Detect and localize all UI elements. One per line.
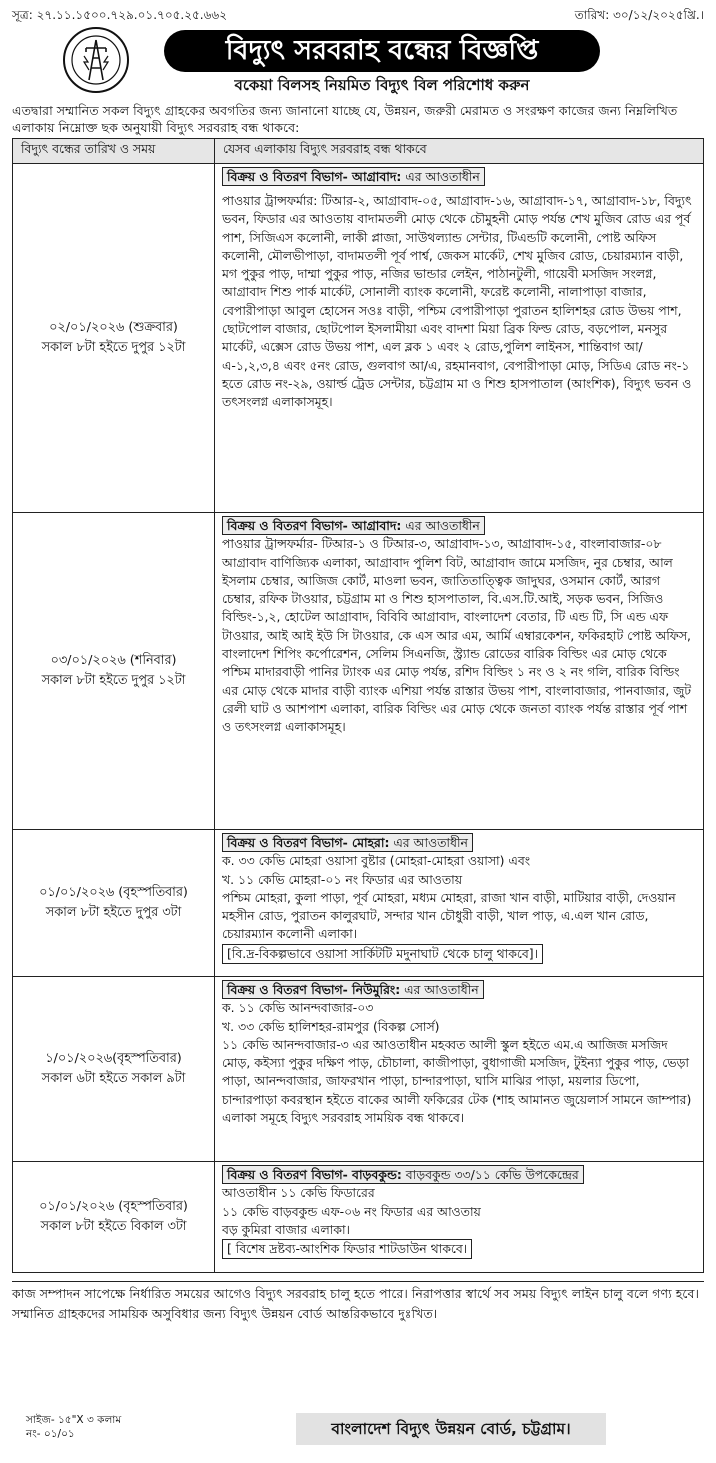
special-note: [ বিশেষ দ্রষ্টব্য-আংশিক ফিডার শাটডাউন থাকবে। — [222, 1239, 472, 1259]
area-list: ১১ কেভি আনন্দবাজার-৩ এর আওতাধীন মহব্বত আলী স্কুল হইতে এম.এ আজিজ মসজিদ মোড়, কইস্যা পুকুর দক্ষিণ পাড়, চৌচালা, কাজীপাড়া, বুধাগাজী মসজিদ, টুইন্যা পুকুর পাড়, ভেড়া পাড়া, আনন্দবাজার, জাফরখান পাড়া, চান্দারপাড়া, ঘাসি মাঝির পাড়া, ময়লার ডিপো, চান্দারপাড়া কবরস্থান হইতে বাকের আলী ফকিরের টেক (শাহ আমানত জুয়েলার্স সামনে জাম্পার) এলাকা সমূহে বিদ্যুৎ সরবরাহ সাময়িক বন্ধ থাকবে। — [222, 1036, 692, 1126]
bpdb-logo-icon — [62, 26, 130, 94]
ad-size: সাইজ- ১৫"X ৩ কলাম — [26, 1414, 122, 1426]
column-header-date: বিদ্যুৎ বন্ধের তারিখ ও সময় — [13, 139, 215, 164]
division-suffix: এর আওতাধীন — [400, 982, 479, 997]
outage-area-cell — [215, 1162, 704, 1273]
outage-time: সকাল ৮টা হইতে দুপুর ১২টা — [41, 340, 186, 355]
division-heading — [222, 516, 485, 535]
division-name: বিক্রয় ও বিতরণ বিভাগ- আগ্রাবাদ: — [227, 518, 402, 533]
outage-date-cell — [13, 513, 215, 830]
outage-date-cell — [13, 977, 215, 1162]
area-list: পশ্চিম মোহরা, কুলা পাড়া, পূর্ব মোহরা, মধ্যম মোহরা, রাজা খান বাড়ী, মাটিয়ার বাড়ী, দেওয়ান মহসীন রোড, পুরাতন কালুরঘাট, সন্দার খান চৌধুরী বাড়ী, খাল পাড়, এ.এল খান রোড, চেয়ারম্যান কলোনী এলাকা। — [222, 889, 676, 942]
area-list: আগ্রাবাদ বাণিজ্যিক এলাকা, আগ্রাবাদ পুলিশ বিট, আগ্রাবাদ জামে মসজিদ, নুর চেম্বার, আল ইসলাম চেম্বার, আজিজ কোর্ট, মাওলা ভবন, জাতিতাত্ত্বিক জাদুঘর, ওসমান কোর্ট, আরগ চেম্বার, রফিক টাওয়ার, চট্টগ্রাম মা ও শিশু হাসপাতাল, বি.এস.টি.আই, সড়ক ভবন, সিজিও বিল্ডিং-১,২, হোটেল আগ্রাবাদ, বিবিবি আগ্রাবাদ, বাংলাদেশ বেতার, টি এন্ড টি, সি এন্ড এফ টাওয়ার, আই আই ইউ সি টাওয়ার, কে এস আর এম, আর্মি এম্বারকেশন, ফকিরহাট পোষ্ট অফিস, বাংলাদেশ শিপিং কর্পোরেশন, সেলিম সিএনজি, স্ট্র্যান্ড রোডের বারিক বিল্ডিং এর মোড় থেকে পশ্চিম মাদারবাড়ী পানির ট্যাংক এর মোড় পর্যন্ত, রশিদ বিল্ডিং ১ নং ও ২ নং গলি, বারিক বিল্ডিং এর মোড় থেকে মাদার বাড়ী ব্যাংক এশিয়া পর্যন্ত রাস্তার উভয় পাশ, বাংলাবাজার, পানবাজার, জুট রেলী ঘাট ও আশপাশ এলাকা, বারিক বিল্ডিং এর মোড় থেকে জনতা ব্যাংক পর্যন্ত রাস্তার পূর্ব পাশ ও তৎসংলগ্ন এলাকাসমূহ। — [222, 554, 692, 735]
table-row — [13, 164, 704, 513]
outage-area-cell — [215, 513, 704, 830]
division-suffix: এর আওতাধীন — [389, 835, 468, 850]
outage-area-cell — [215, 830, 704, 977]
column-header-area: যেসব এলাকায় বিদ্যুৎ সরবরাহ বন্ধ থাকবে — [215, 139, 704, 164]
table-row — [13, 1162, 704, 1273]
outage-date-cell — [13, 1162, 215, 1273]
feeder-line: খ. ১১ কেভি মোহরা-০১ নং ফিডার এর আওতায় — [222, 871, 463, 887]
outage-time: সকাল ৮টা হইতে বিকাল ৩টা — [40, 1219, 187, 1234]
size-info — [26, 1413, 121, 1441]
division-name: বিক্রয় ও বিতরণ বিভাগ- মোহরা: — [227, 835, 390, 850]
area-list: পাওয়ার ট্রান্সফর্মার: টিআর-২, আগ্রাবাদ-০৫, আগ্রাবাদ-১৬, আগ্রাবাদ-১৭, আগ্রাবাদ-১৮, বিদ্যুৎ ভবন, ফিডার এর আওতায় বাদামতলী মোড় থেকে চৌমুহনী মোড় পর্যন্ত শেখ মুজিব রোড এর পূর্ব পাশ, সিজিএস কলোনী, লাকী প্লাজা, সাউথল্যান্ড সেন্টার, টিএন্ডটি কলোনী, পোষ্ট অফিস কলোনী, মৌলভীপাড়া, বাদামতলী পূর্ব পার্শ্ব, জেকস মার্কেট, শেখ মুজিব রোড, চেয়ারম্যান বাড়ী, মগ পুকুর পাড়, দাম্মা পুকুর পাড়, নজির ভান্ডার লেইন, পাঠানটুলী, গায়েবী মসজিদ সংলগ্ন, আগ্রাবাদ শিশু পার্ক মার্কেট, সোনালী ব্যাংক কলোনী, ফরেষ্ট কলোনী, নালাপাড়া বাজার, বেপারীপাড়া আবুল হোসেন সওঃ বাড়ী, পশ্চিম বেপারীপাড়া পুরাতন হালিশহর রোড উভয় পাশ, ছোটপোল বাজার, ছোটপোল ইসলামীয়া এবং বাদশা মিয়া ব্রিক ফিল্ড রোড, বড়পোল, মনসুর মার্কেট, এক্সেস রোড উভয় পাশ, এল ব্লক ১ এবং ২ রোড,পুলিশ লাইনস, শান্তিবাগ আ/এ-১,২,৩,৪ এবং ৫নং রোড, গুলবাগ আ/এ, রহমানবাগ, বেপারীপাড়া মোড়, সিডিএ রোড নং-১ হতে রোড নং-২৯, ওয়ার্ল্ড ট্রেড সেন্টার, চট্টগ্রাম মা ও শিশু হাসপাতাল (আংশিক), বিদ্যুৎ ভবন ও তৎসংলগ্ন এলাকাসমূহ। — [222, 193, 692, 410]
notice-date: তারিখ: ৩০/১২/২০২৫খ্রি.। — [574, 8, 704, 22]
table-row — [13, 513, 704, 830]
division-heading — [222, 833, 473, 852]
reference-line — [12, 6, 704, 24]
notice-bottom — [12, 1413, 704, 1457]
outage-date: ১/০১/২০২৬(বৃহস্পতিবার) — [45, 1051, 182, 1066]
outage-date: ০৩/০১/২০২৬ (শনিবার) — [50, 653, 177, 668]
notice-header — [12, 24, 704, 96]
outage-date: ০১/০১/২০২৬ (বৃহস্পতিবার) — [39, 885, 188, 900]
footer-note: কাজ সম্পাদন সাপেক্ষে নির্ধারিত সময়ের আগেও বিদ্যুৎ সরবরাহ চালু হতে পারে। নিরাপত্তার স্বার্থে সব সময় বিদ্যুৎ লাইন চালু বলে গণ্য হবে। সম্মানিত গ্রাহকদের সাময়িক অসুবিধার জন্য বিদ্যুৎ উন্নয়ন বোর্ড আন্তরিকভাবে দুঃখিত। — [12, 1281, 704, 1324]
outage-date-cell — [13, 164, 215, 513]
division-name: বিক্রয় ও বিতরণ বিভাগ- আগ্রাবাদ: — [227, 169, 402, 184]
table-row — [13, 830, 704, 977]
outage-time: সকাল ৮টা হইতে দুপুর ৩টা — [45, 905, 182, 920]
ad-number: নং- ০১/০১ — [26, 1428, 75, 1440]
division-suffix: এর আওতাধীন — [401, 169, 480, 184]
feeder-line: ১১ কেভি বাড়বকুন্ড এফ-০৬ নং ফিডার এর আওতায় — [222, 1203, 481, 1219]
outage-time: সকাল ৮টা হইতে দুপুর ১২টা — [41, 673, 186, 688]
feeder-line: আওতাধীন ১১ কেভি ফিডারের — [222, 1185, 375, 1201]
special-note: [বি.দ্র-বিকল্পভাবে ওয়াসা সার্কিটটি মদুনাঘাট থেকে চালু থাকবে]। — [222, 944, 543, 964]
feeder-line: ক. ৩৩ কেভি মোহরা ওয়াসা বুষ্টার (মোহরা-মোহরা ওয়াসা) এবং — [222, 853, 531, 869]
area-list: বড় কুমিরা বাজার এলাকা। — [222, 1221, 350, 1237]
division-heading — [222, 980, 484, 999]
table-header-row — [13, 139, 704, 164]
notice-subtitle: বকেয়া বিলসহ নিয়মিত বিদ্যুৎ বিল পরিশোধ করুন — [234, 76, 530, 94]
memo-number: সূত্র: ২৭.১১.১৫০০.৭২৯.০১.৭০৫.২৫.৬৬২ — [12, 8, 228, 22]
outage-table — [12, 138, 704, 1273]
notice-title: বিদ্যুৎ সরবরাহ বন্ধের বিজ্ঞপ্তি — [164, 30, 600, 72]
outage-date: ০২/০১/২০২৬ (শুক্রবার) — [49, 320, 178, 335]
issuing-board: বাংলাদেশ বিদ্যুৎ উন্নয়ন বোর্ড, চট্টগ্রাম। — [296, 1413, 606, 1445]
outage-area-cell — [215, 164, 704, 513]
division-name: বিক্রয় ও বিতরণ বিভাগ- বাড়বকুন্ড: — [227, 1167, 402, 1182]
division-heading — [222, 1165, 584, 1184]
division-suffix: এর আওতাধীন — [401, 518, 480, 533]
intro-paragraph: এতদ্বারা সম্মানিত সকল বিদ্যুৎ গ্রাহকের অবগতির জন্য জানানো যাচ্ছে যে, উন্নয়ন, জরুরী মেরামত ও সংরক্ষণ কাজের জন্য নিম্নলিখিত এলাকায় নিম্নোক্ত ছক অনুযায়ী বিদ্যুৎ সরবরাহ বন্ধ থাকবে: — [12, 103, 678, 135]
feeder-line: খ. ৩৩ কেভি হালিশহর-রামপুর (বিকল্প সোর্স) — [222, 1018, 440, 1034]
feeder-line: ক. ১১ কেভি আনন্দবাজার-০৩ — [222, 1000, 374, 1016]
outage-time: সকাল ৬টা হইতে সকাল ৯টা — [41, 1071, 186, 1086]
division-name: বিক্রয় ও বিতরণ বিভাগ- নিউমুরিং: — [227, 982, 401, 997]
division-heading — [222, 167, 485, 186]
division-suffix: বাড়বকুন্ড ৩৩/১১ কেভি উপকেন্দ্রের — [401, 1167, 579, 1182]
outage-date: ০১/০১/২০২৬ (বৃহস্পতিবার) — [39, 1199, 188, 1214]
table-row — [13, 977, 704, 1162]
transformer-list: পাওয়ার ট্রান্সফর্মার- টিআর-১ ও টিআর-৩, আগ্রাবাদ-১৩, আগ্রাবাদ-১৫, বাংলাবাজার-০৮ — [222, 536, 662, 552]
outage-area-cell — [215, 977, 704, 1162]
outage-date-cell — [13, 830, 215, 977]
